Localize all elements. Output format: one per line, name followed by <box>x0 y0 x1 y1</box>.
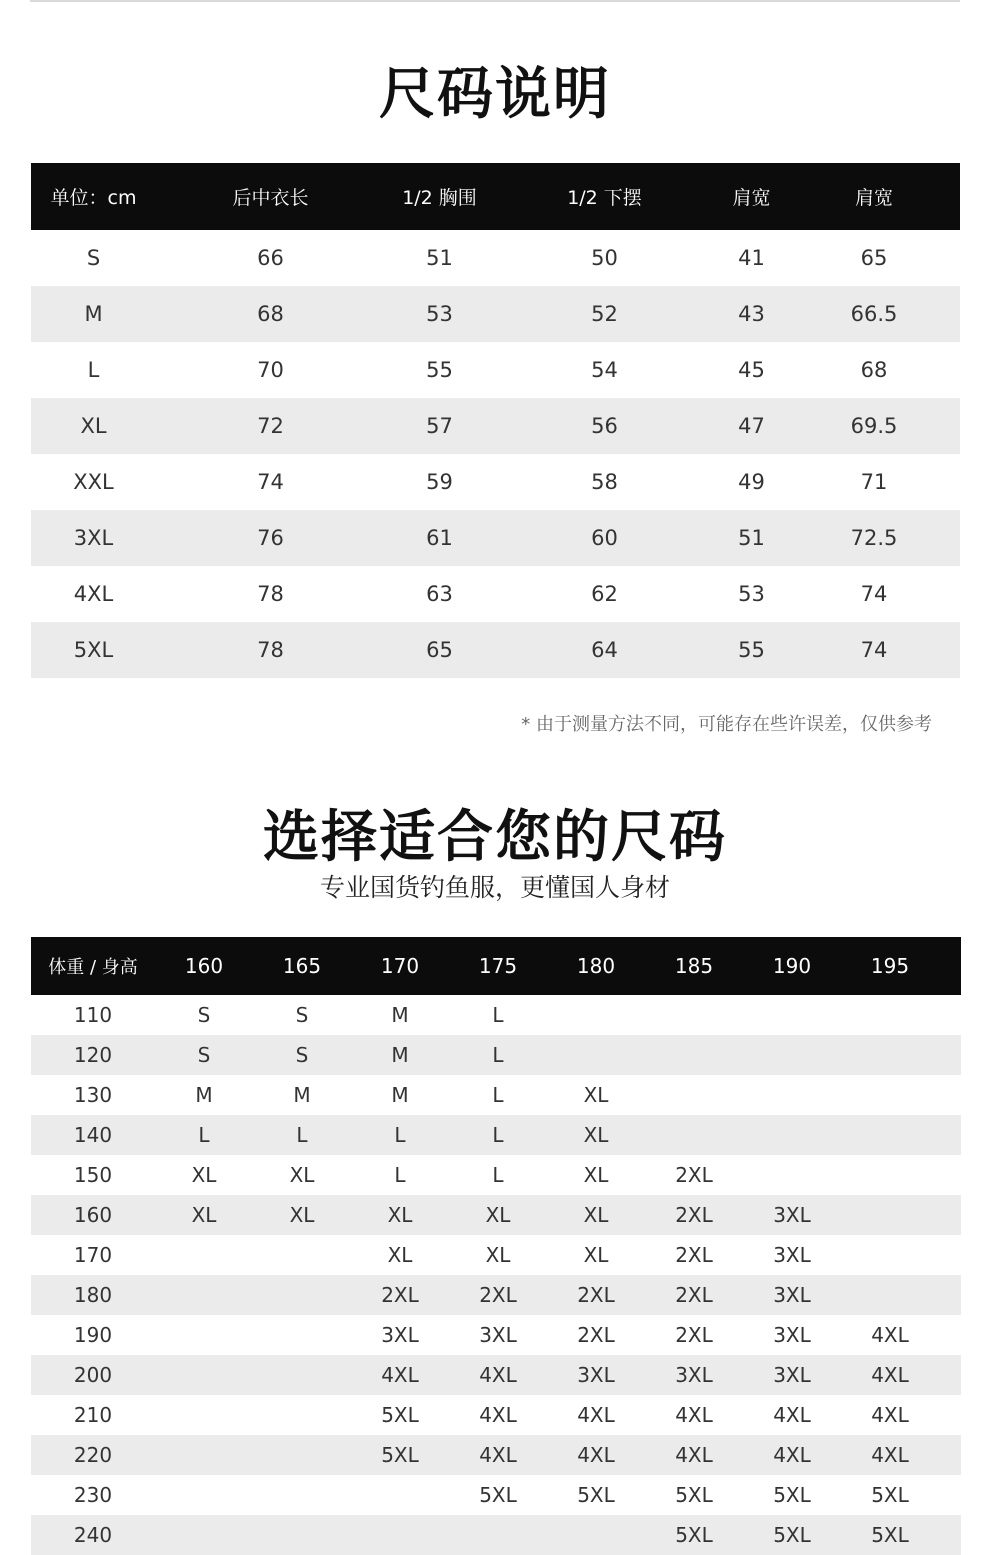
recommended-size-cell: S <box>197 1003 211 1027</box>
recommended-size-cell: 3XL <box>773 1203 811 1227</box>
weight-cell: 170 <box>73 1243 113 1267</box>
recommended-size-cell: XL <box>583 1163 609 1187</box>
measurement-cell: 76 <box>257 526 284 550</box>
measurement-cell: 50 <box>591 246 618 270</box>
recommended-size-cell: L <box>492 1003 504 1027</box>
recommended-size-cell: 4XL <box>871 1363 909 1387</box>
height-header-cell: 170 <box>380 954 420 978</box>
recommended-size-cell: 4XL <box>479 1443 517 1467</box>
measurement-cell: 72.5 <box>850 526 898 550</box>
recommended-size-cell: 3XL <box>381 1323 419 1347</box>
measurement-cell: 72 <box>257 414 284 438</box>
recommended-size-cell: XL <box>289 1163 315 1187</box>
top-divider <box>30 0 960 2</box>
measurement-cell: 74 <box>257 470 284 494</box>
recommendation-row <box>31 1075 961 1115</box>
recommended-size-cell: M <box>195 1083 213 1107</box>
recommendation-row <box>31 1355 961 1395</box>
recommendation-row <box>31 1235 961 1275</box>
size-table-row <box>31 454 960 510</box>
recommended-size-cell: 5XL <box>871 1523 909 1547</box>
recommended-size-cell: 2XL <box>675 1323 713 1347</box>
header-unit: 单位：cm <box>50 187 137 209</box>
header-half-chest: 1/2 胸围 <box>402 187 477 209</box>
recommended-size-cell: S <box>295 1003 309 1027</box>
height-header-cell: 165 <box>282 954 322 978</box>
recommendation-row <box>31 1515 961 1555</box>
recommended-size-cell: 2XL <box>675 1163 713 1187</box>
measurement-note: * 由于测量方法不同，可能存在些许误差，仅供参考 <box>521 714 932 735</box>
weight-cell: 120 <box>73 1043 113 1067</box>
measurement-cell: 74 <box>860 582 888 606</box>
header-shoulder-width-2: 肩宽 <box>854 187 893 209</box>
recommended-size-cell: 4XL <box>871 1443 909 1467</box>
recommended-size-cell: L <box>394 1123 406 1147</box>
measurement-cell: 57 <box>426 414 453 438</box>
recommended-size-cell: 4XL <box>871 1403 909 1427</box>
recommended-size-cell: 2XL <box>675 1203 713 1227</box>
weight-cell: 230 <box>73 1483 113 1507</box>
recommended-size-cell: XL <box>387 1203 413 1227</box>
recommended-size-cell: 2XL <box>479 1283 517 1307</box>
weight-cell: 140 <box>73 1123 113 1147</box>
measurement-cell: 58 <box>591 470 618 494</box>
size-label-cell: XL <box>80 414 107 438</box>
size-table-row <box>31 622 960 678</box>
recommended-size-cell: 5XL <box>381 1403 419 1427</box>
recommendation-row <box>31 1195 961 1235</box>
measurement-cell: 68 <box>257 302 284 326</box>
header-back-length: 后中衣长 <box>232 187 309 209</box>
size-table-row <box>31 342 960 398</box>
weight-cell: 190 <box>73 1323 113 1347</box>
recommended-size-cell: 3XL <box>479 1323 517 1347</box>
size-table-row <box>31 510 960 566</box>
recommended-size-cell: 4XL <box>577 1403 615 1427</box>
weight-cell: 180 <box>73 1283 113 1307</box>
recommended-size-cell: XL <box>583 1203 609 1227</box>
size-recommendation-title: 选择适合您的尺码 <box>263 805 727 870</box>
recommended-size-cell: 2XL <box>675 1283 713 1307</box>
recommended-size-cell: 5XL <box>675 1483 713 1507</box>
weight-cell: 110 <box>73 1003 113 1027</box>
recommended-size-cell: XL <box>485 1203 511 1227</box>
weight-cell: 160 <box>73 1203 113 1227</box>
recommended-size-cell: 2XL <box>577 1323 615 1347</box>
recommended-size-cell: 2XL <box>577 1283 615 1307</box>
recommended-size-cell: M <box>391 1043 409 1067</box>
measurement-cell: 51 <box>738 526 765 550</box>
recommended-size-cell: 5XL <box>675 1523 713 1547</box>
recommendation-row <box>31 1155 961 1195</box>
weight-cell: 240 <box>73 1523 113 1547</box>
recommended-size-cell: L <box>198 1123 210 1147</box>
measurement-cell: 66 <box>257 246 284 270</box>
measurement-cell: 53 <box>738 582 765 606</box>
recommended-size-cell: 4XL <box>381 1363 419 1387</box>
recommended-size-cell: 3XL <box>773 1363 811 1387</box>
measurement-cell: 53 <box>426 302 453 326</box>
recommended-size-cell: XL <box>191 1163 217 1187</box>
size-table-header <box>31 163 960 230</box>
recommended-size-cell: 4XL <box>773 1443 811 1467</box>
measurement-cell: 45 <box>738 358 765 382</box>
recommended-size-cell: 4XL <box>675 1443 713 1467</box>
recommendation-table-header <box>31 937 961 995</box>
size-recommendation-subtitle: 专业国货钓鱼服，更懂国人身材 <box>319 873 670 902</box>
recommendation-row <box>31 1275 961 1315</box>
measurement-cell: 78 <box>257 582 284 606</box>
height-header-cell: 195 <box>870 954 910 978</box>
recommended-size-cell: 2XL <box>381 1283 419 1307</box>
recommended-size-cell: L <box>296 1123 308 1147</box>
measurement-cell: 51 <box>426 246 453 270</box>
size-chart-title: 尺码说明 <box>379 62 611 127</box>
measurement-cell: 62 <box>591 582 618 606</box>
recommended-size-cell: 5XL <box>479 1483 517 1507</box>
recommendation-row <box>31 1115 961 1155</box>
header-shoulder-width: 肩宽 <box>732 187 771 209</box>
size-label-cell: 5XL <box>73 638 114 662</box>
recommended-size-cell: 3XL <box>773 1283 811 1307</box>
recommended-size-cell: S <box>295 1043 309 1067</box>
measurement-cell: 47 <box>738 414 765 438</box>
size-table-row <box>31 566 960 622</box>
recommended-size-cell: 4XL <box>479 1363 517 1387</box>
recommended-size-cell: XL <box>583 1083 609 1107</box>
measurement-cell: 63 <box>426 582 453 606</box>
size-measurement-table <box>31 163 960 678</box>
height-header-cell: 180 <box>576 954 616 978</box>
recommended-size-cell: M <box>391 1003 409 1027</box>
weight-cell: 210 <box>73 1403 113 1427</box>
recommended-size-cell: L <box>492 1123 504 1147</box>
recommended-size-cell: 5XL <box>871 1483 909 1507</box>
measurement-cell: 61 <box>426 526 453 550</box>
measurement-cell: 49 <box>738 470 765 494</box>
recommended-size-cell: 3XL <box>577 1363 615 1387</box>
size-recommendation-table <box>31 937 961 1547</box>
recommended-size-cell: L <box>492 1043 504 1067</box>
recommended-size-cell: 3XL <box>773 1323 811 1347</box>
recommendation-row <box>31 1475 961 1515</box>
size-table-row <box>31 286 960 342</box>
height-header-cell: 175 <box>478 954 518 978</box>
measurement-cell: 41 <box>738 246 765 270</box>
recommended-size-cell: 5XL <box>577 1483 615 1507</box>
weight-cell: 200 <box>73 1363 113 1387</box>
measurement-cell: 65 <box>426 638 453 662</box>
size-table-row <box>31 398 960 454</box>
recommended-size-cell: M <box>391 1083 409 1107</box>
measurement-cell: 66.5 <box>850 302 898 326</box>
height-header-cell: 160 <box>184 954 224 978</box>
recommendation-row <box>31 995 961 1035</box>
size-label-cell: S <box>86 246 101 270</box>
recommended-size-cell: 3XL <box>675 1363 713 1387</box>
weight-cell: 130 <box>73 1083 113 1107</box>
size-label-cell: L <box>87 358 100 382</box>
measurement-cell: 55 <box>738 638 765 662</box>
weight-cell: 150 <box>73 1163 113 1187</box>
recommendation-row <box>31 1435 961 1475</box>
measurement-cell: 55 <box>426 358 453 382</box>
header-half-hem: 1/2 下摆 <box>567 187 642 209</box>
recommended-size-cell: L <box>394 1163 406 1187</box>
recommended-size-cell: XL <box>485 1243 511 1267</box>
size-label-cell: 3XL <box>73 526 114 550</box>
recommended-size-cell: 5XL <box>381 1443 419 1467</box>
measurement-cell: 65 <box>860 246 888 270</box>
recommended-size-cell: XL <box>191 1203 217 1227</box>
measurement-cell: 68 <box>860 358 888 382</box>
recommended-size-cell: L <box>492 1083 504 1107</box>
size-label-cell: 4XL <box>73 582 114 606</box>
recommended-size-cell: M <box>293 1083 311 1107</box>
recommended-size-cell: XL <box>387 1243 413 1267</box>
measurement-cell: 60 <box>591 526 618 550</box>
recommended-size-cell: 4XL <box>773 1403 811 1427</box>
size-table-body <box>31 230 960 678</box>
weight-cell: 220 <box>73 1443 113 1467</box>
recommended-size-cell: 3XL <box>773 1243 811 1267</box>
size-label-cell: M <box>84 302 103 326</box>
recommended-size-cell: XL <box>289 1203 315 1227</box>
recommendation-row <box>31 1035 961 1075</box>
height-header-cell: 190 <box>772 954 812 978</box>
measurement-cell: 64 <box>591 638 618 662</box>
measurement-cell: 74 <box>860 638 888 662</box>
recommended-size-cell: 4XL <box>675 1403 713 1427</box>
recommended-size-cell: XL <box>583 1123 609 1147</box>
recommended-size-cell: L <box>492 1163 504 1187</box>
measurement-cell: 54 <box>591 358 618 382</box>
recommended-size-cell: 4XL <box>577 1443 615 1467</box>
recommendation-row <box>31 1395 961 1435</box>
recommended-size-cell: 5XL <box>773 1523 811 1547</box>
recommended-size-cell: 5XL <box>773 1483 811 1507</box>
measurement-cell: 43 <box>738 302 765 326</box>
recommended-size-cell: XL <box>583 1243 609 1267</box>
size-label-cell: XXL <box>73 470 114 494</box>
measurement-cell: 59 <box>426 470 453 494</box>
measurement-cell: 70 <box>257 358 284 382</box>
measurement-cell: 71 <box>860 470 888 494</box>
recommended-size-cell: 4XL <box>479 1403 517 1427</box>
measurement-cell: 56 <box>591 414 618 438</box>
recommended-size-cell: S <box>197 1043 211 1067</box>
recommendation-row <box>31 1315 961 1355</box>
height-header-cell: 185 <box>674 954 714 978</box>
measurement-cell: 78 <box>257 638 284 662</box>
recommended-size-cell: 4XL <box>871 1323 909 1347</box>
weight-height-header: 体重 / 身高 <box>48 957 138 978</box>
measurement-cell: 52 <box>591 302 618 326</box>
recommendation-table-body <box>31 995 961 1555</box>
measurement-cell: 69.5 <box>850 414 898 438</box>
recommended-size-cell: 2XL <box>675 1243 713 1267</box>
size-table-row <box>31 230 960 286</box>
